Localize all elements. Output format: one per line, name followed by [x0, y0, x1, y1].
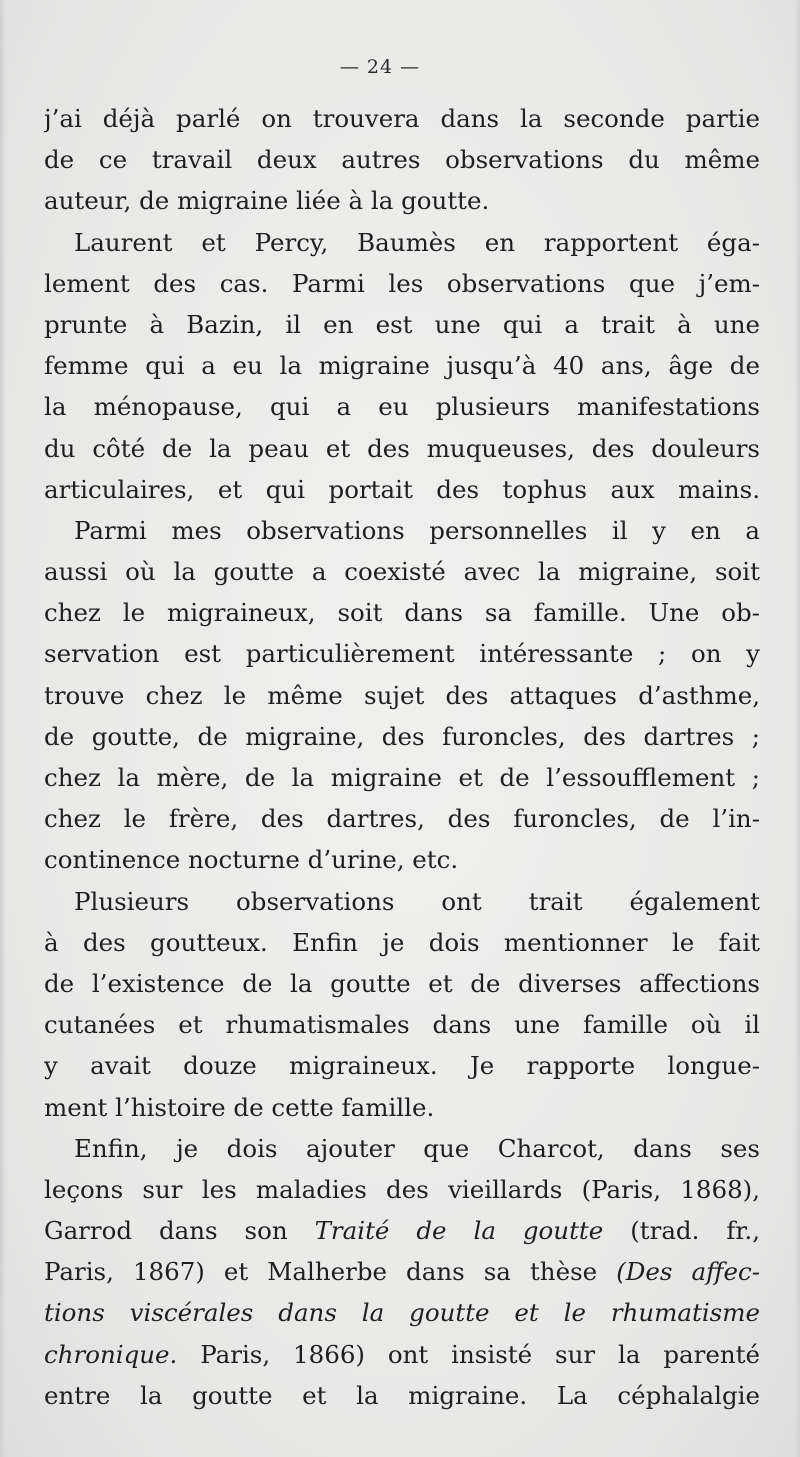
text-line: [44, 1210, 760, 1251]
text-line: chez le frère, des dartres, des furoncles, de l’in-: [44, 804, 760, 834]
text-line: prunte à Bazin, il en est une qui a trait à une: [44, 309, 760, 339]
text-line: de goutte, de migraine, des furoncles, des dartres ;: [44, 721, 760, 751]
text-line: Enfin, je dois ajouter que Charcot, dans ses: [74, 1133, 760, 1163]
page-left-edge: [0, 0, 6, 1457]
thesis-title-italic: chronique.: [44, 1339, 178, 1369]
text-line: Plusieurs observations ont trait également: [74, 886, 760, 916]
text-line: lement des cas. Parmi les observations que j’em-: [44, 268, 760, 298]
text-line: tions viscérales dans la goutte et le rhumatisme: [44, 1298, 760, 1328]
body-text: [44, 98, 760, 1416]
text-line: femme qui a eu la migraine jusqu’à 40 ans, âge de: [44, 351, 760, 381]
text-line: trouve chez le même sujet des attaques d’asthme,: [44, 680, 760, 710]
text-line: j’ai déjà parlé on trouvera dans la seconde partie: [44, 104, 760, 133]
text-line: chez la mère, de la migraine et de l’essoufflement ;: [44, 763, 760, 792]
text-line: cutanées et rhumatismales dans une famille où il: [44, 1010, 760, 1040]
text-segment: (trad. fr.,: [603, 1216, 760, 1246]
text-segment: Garrod dans son: [44, 1216, 315, 1246]
text-line: la ménopause, qui a eu plusieurs manifestations: [44, 392, 760, 422]
book-title-italic: Traité de la goutte: [314, 1216, 604, 1246]
text-line: aussi où la goutte a coexisté avec la migraine, soit: [44, 557, 760, 587]
text-line: ment l’histoire de cette famille.: [44, 1092, 435, 1122]
text-line: chez le migraineux, soit dans sa famille. Une ob-: [44, 598, 760, 628]
text-segment: Paris, 1867) et Malherbe dans sa thèse: [44, 1257, 617, 1287]
thesis-title-italic: (Des affec-: [616, 1257, 760, 1287]
text-line: y avait douze migraineux. Je rapporte longue-: [44, 1051, 760, 1081]
text-line: servation est particulièrement intéressante ; on y: [44, 639, 760, 669]
text-line: de l’existence de la goutte et de diverses affections: [44, 968, 760, 998]
text-line: [44, 1251, 760, 1292]
page-right-edge: [794, 0, 800, 1457]
text-line: Parmi mes observations personnelles il y en a: [74, 515, 760, 545]
text-line: leçons sur les maladies des vieillards (Paris, 1868),: [44, 1174, 760, 1204]
text-line: de ce travail deux autres observations du même: [44, 145, 760, 175]
text-line: auteur, de migraine liée à la goutte.: [44, 186, 490, 216]
text-line: du côté de la peau et des muqueuses, des douleurs: [44, 433, 760, 463]
text-line: Laurent et Percy, Baumès en rapportent éga-: [74, 227, 760, 257]
text-line: articulaires, et qui portait des tophus aux mains.: [44, 474, 760, 504]
text-line: continence nocturne d’urine, etc.: [44, 845, 459, 875]
text-line: [44, 1334, 760, 1375]
page-number: — 24 —: [339, 56, 421, 78]
text-line: à des goutteux. Enfin je dois mentionner le fait: [44, 927, 760, 957]
text-line: entre la goutte et la migraine. La céphalalgie: [44, 1380, 760, 1410]
text-segment: Paris, 1866) ont insisté sur la parenté: [177, 1339, 760, 1369]
